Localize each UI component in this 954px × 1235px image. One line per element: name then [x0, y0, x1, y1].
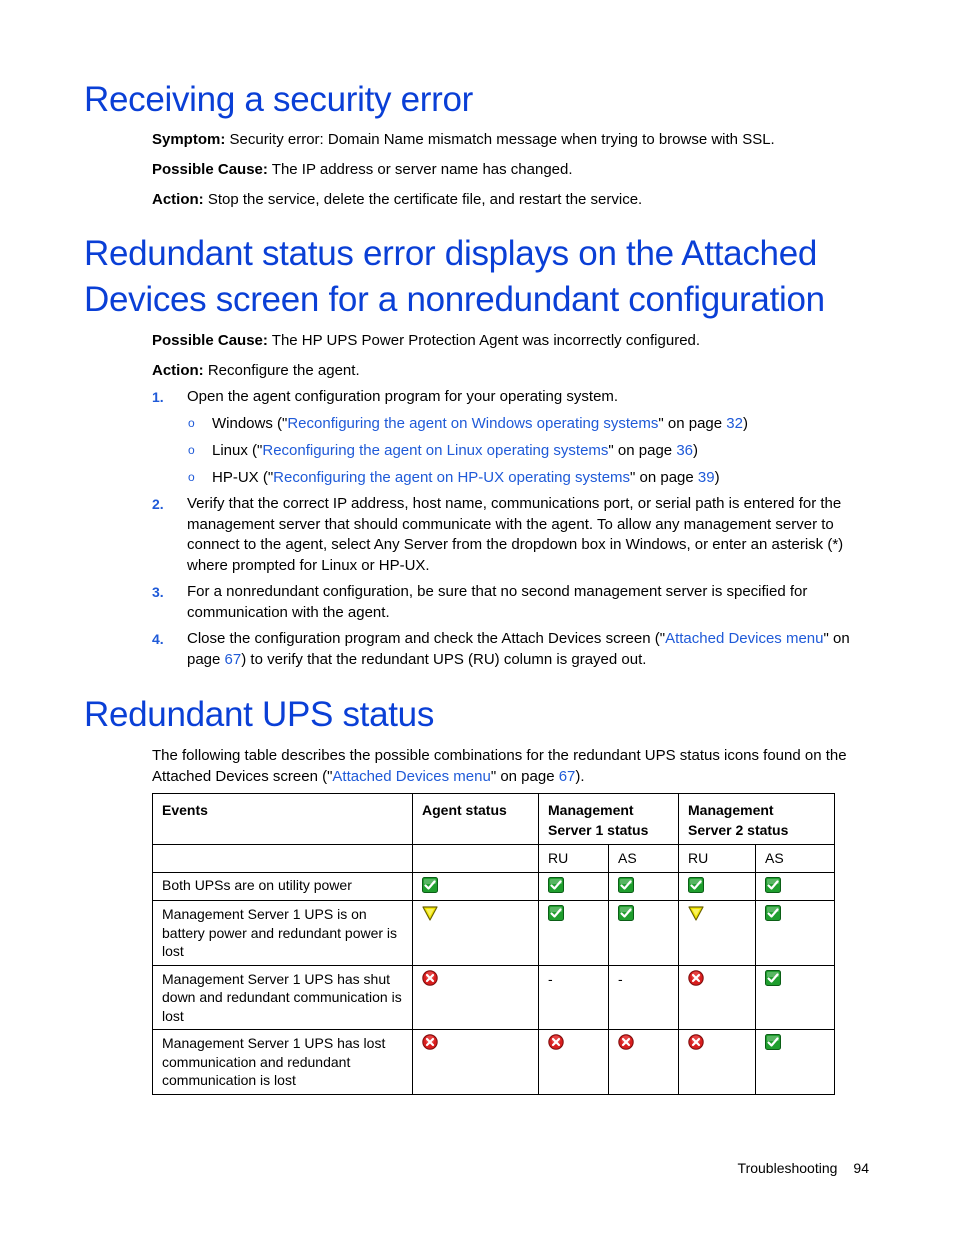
error-x-icon — [688, 1037, 704, 1053]
table-row — [153, 901, 835, 966]
link-page-32[interactable]: 32 — [726, 415, 743, 432]
ok-check-icon — [765, 880, 781, 896]
ms2-ru-cell — [679, 1030, 756, 1095]
header-events: Events — [153, 794, 413, 845]
ms1-as-cell — [609, 901, 679, 966]
bullet-marker: o — [188, 416, 195, 430]
step-number: 3. — [152, 584, 164, 600]
bullet-linux: Linux ("Reconfiguring the agent on Linux operating systems" on page 36) — [212, 442, 698, 459]
heading-security-error: Receiving a security error — [84, 80, 474, 119]
symptom-paragraph: Symptom: Security error: Domain Name mismatch message when trying to browse with SSL. — [152, 131, 775, 148]
bullet-windows: Windows ("Reconfiguring the agent on Windows operating systems" on page 32) — [212, 415, 748, 432]
step-text: Open the agent configuration program for your operating system. — [187, 388, 619, 405]
bullet-hpux: HP-UX ("Reconfiguring the agent on HP-UX operating systems" on page 39) — [212, 469, 720, 486]
ms1-as-cell — [609, 873, 679, 901]
ms2-as-cell — [756, 901, 835, 966]
step-text: Close the configuration program and check the Attach Devices screen ("Attached Devices menu" on page 67) to verify that the redundant UPS (RU) column is grayed out. — [187, 630, 850, 668]
event-cell: Management Server 1 UPS has shut down and redundant communication is lost — [153, 965, 413, 1030]
ms1-as-cell — [609, 1030, 679, 1095]
header-ms1-status: Management Server 1 status — [539, 794, 679, 845]
subheader-ms2-ru: RU — [679, 845, 756, 873]
error-x-icon — [422, 1037, 438, 1053]
action-paragraph-2: Action: Reconfigure the agent. — [152, 362, 360, 379]
ok-check-icon — [618, 908, 634, 924]
table-subheader-row — [153, 845, 835, 873]
subheader-ms2-as: AS — [756, 845, 835, 873]
ms2-ru-cell — [679, 965, 756, 1030]
empty-cell — [413, 845, 539, 873]
link-windows-config[interactable]: Reconfiguring the agent on Windows operating systems — [287, 415, 659, 432]
ms2-as-cell — [756, 873, 835, 901]
ok-check-icon — [618, 880, 634, 896]
page-footer — [738, 1158, 869, 1178]
agent-status-cell — [413, 965, 539, 1030]
ok-check-icon — [548, 880, 564, 896]
ms1-ru-cell — [539, 1030, 609, 1095]
step-text: Verify that the correct IP address, host name, communications port, or serial path is entered for the management server that should communicate with the agent. To allow any management server to connect to the agent, select Any Server from the dropdown box in Windows, or enter an asterisk (*) where prompted for Linux or HP-UX. — [187, 495, 844, 574]
redundant-ups-status-table — [152, 793, 835, 1095]
link-page-67[interactable]: 67 — [224, 650, 242, 668]
agent-status-cell — [413, 1030, 539, 1095]
event-cell: Both UPSs are on utility power — [153, 873, 413, 901]
ms2-ru-cell — [679, 901, 756, 966]
error-x-icon — [422, 973, 438, 989]
subheader-ms1-ru: RU — [539, 845, 609, 873]
heading-redundant-ups-status: Redundant UPS status — [84, 695, 435, 734]
link-linux-config[interactable]: Reconfiguring the agent on Linux operating systems — [262, 442, 609, 459]
error-x-icon — [688, 973, 704, 989]
error-x-icon — [548, 1037, 564, 1053]
ms1-ru-cell — [539, 901, 609, 966]
agent-status-cell — [413, 873, 539, 901]
bullet-marker: o — [188, 443, 195, 457]
table-intro: The following table describes the possible combinations for the redundant UPS status icons found on the Attached Devices screen ("Attached Devices menu" on page 67). — [152, 747, 847, 785]
link-attached-devices-menu[interactable]: Attached Devices menu — [332, 768, 491, 785]
ok-check-icon — [765, 973, 781, 989]
header-agent-status: Agent status — [413, 794, 539, 845]
step-number: 2. — [152, 496, 164, 512]
ms1-ru-cell — [539, 873, 609, 901]
link-page-67[interactable]: 67 — [558, 768, 576, 785]
ok-check-icon — [422, 880, 438, 896]
table-header-row — [153, 794, 835, 845]
cause-paragraph-2: Possible Cause: The HP UPS Power Protection Agent was incorrectly configured. — [152, 332, 701, 349]
ok-check-icon — [548, 908, 564, 924]
link-page-36[interactable]: 36 — [676, 442, 693, 459]
footer-page-number: 94 — [853, 1160, 869, 1176]
empty-cell — [153, 845, 413, 873]
step-number: 1. — [152, 389, 164, 405]
link-hpux-config[interactable]: Reconfiguring the agent on HP-UX operating systems — [273, 469, 631, 486]
footer-section: Troubleshooting — [737, 1160, 838, 1176]
event-cell: Management Server 1 UPS has lost communication and redundant communication is lost — [153, 1030, 413, 1095]
heading-redundant-status-error: Redundant status error displays on the Attached Devices screen for a nonredundant configuration — [84, 234, 825, 319]
error-x-icon — [618, 1037, 634, 1053]
ms1-ru-cell: - — [539, 965, 609, 1030]
subheader-ms1-as: AS — [609, 845, 679, 873]
bullet-marker: o — [188, 470, 195, 484]
step-text: For a nonredundant configuration, be sure that no second management server is specified for communication with the agent. — [187, 583, 808, 621]
ms1-as-cell: - — [609, 965, 679, 1030]
warning-triangle-icon — [688, 908, 704, 924]
table-row — [153, 1030, 835, 1095]
event-cell: Management Server 1 UPS is on battery power and redundant power is lost — [153, 901, 413, 966]
ms2-ru-cell — [679, 873, 756, 901]
link-attached-devices-menu[interactable]: Attached Devices menu — [665, 630, 824, 647]
table-row — [153, 873, 835, 901]
step-number: 4. — [152, 631, 164, 647]
header-ms2-status: Management Server 2 status — [679, 794, 835, 845]
ok-check-icon — [765, 908, 781, 924]
ms2-as-cell — [756, 1030, 835, 1095]
ok-check-icon — [765, 1037, 781, 1053]
cause-paragraph: Possible Cause: The IP address or server name has changed. — [152, 161, 573, 178]
ms2-as-cell — [756, 965, 835, 1030]
warning-triangle-icon — [422, 908, 438, 924]
action-paragraph: Action: Stop the service, delete the certificate file, and restart the service. — [152, 191, 643, 208]
link-page-39[interactable]: 39 — [697, 469, 715, 486]
agent-status-cell — [413, 901, 539, 966]
table-row — [153, 965, 835, 1030]
ok-check-icon — [688, 880, 704, 896]
